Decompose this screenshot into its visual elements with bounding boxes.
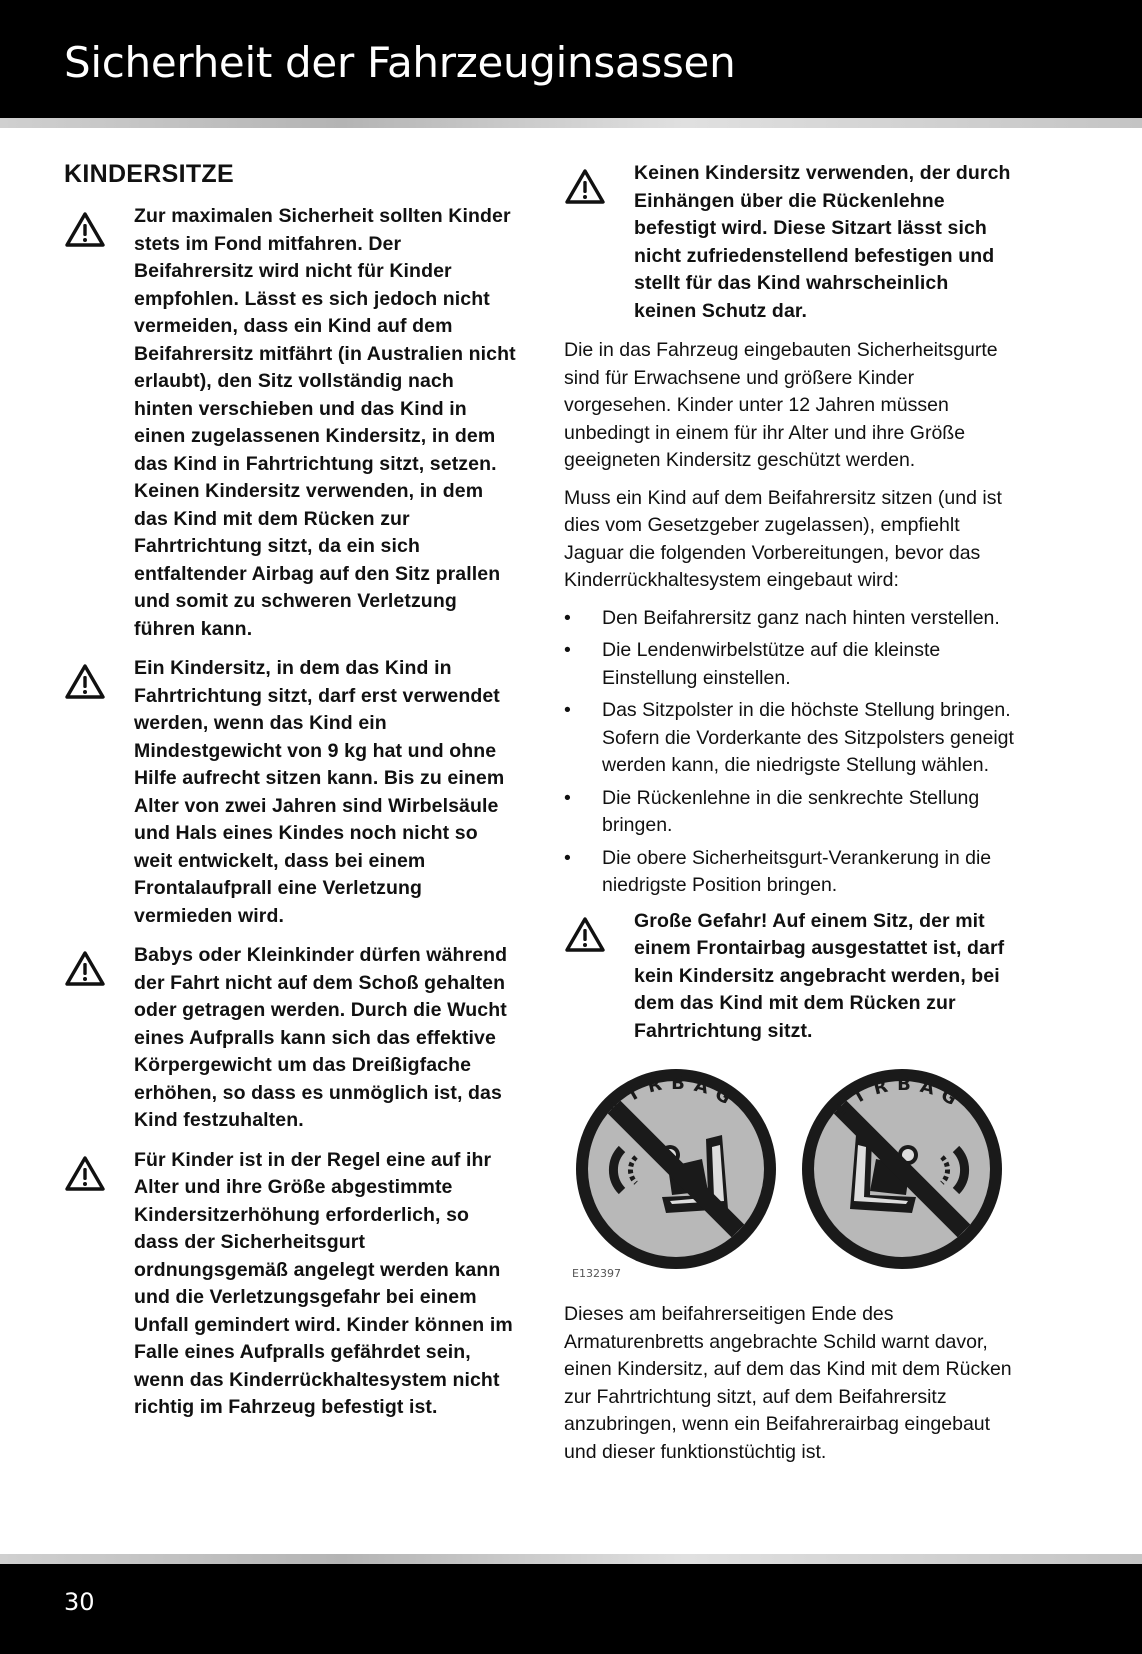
warning-triangle-icon [64, 203, 134, 249]
footer-divider [0, 1554, 1142, 1564]
warning-block [64, 655, 518, 930]
warning-triangle-icon [64, 655, 134, 701]
sign-letter: R [645, 1073, 664, 1098]
sign-letter: G [937, 1084, 961, 1111]
warning-text: Zur maximalen Sicherheit sollten Kinder stets im Fond mitfahren. Der Beifahrersitz wird nicht für Kinder empfohlen. Lässt es sich jedoch nicht vermeiden, dass ein Kind auf dem Beifahrersitz mitfährt (in Australien nicht erlaubt), den Sitz vollständig nach hinten verschieben und das Kind in einen zugelassenen Kindersitz, in dem das Kind in Fahrtrichtung sitzt, setzen. Keinen Kindersitz verwenden, in dem das Kind mit dem Rücken zur Fahrtrichtung sitzt, da ein sich entfaltender Airbag auf den Sitz prallen und somit zu schweren Verletzung führen kann. [134, 205, 516, 640]
section-heading: KINDERSITZE [64, 160, 234, 188]
warning-block [64, 942, 518, 1135]
list-item [564, 845, 1014, 900]
warning-triangle-icon [64, 942, 134, 988]
sign-letter: B [897, 1074, 911, 1095]
list-item-text: Die obere Sicherheitsgurt-Verankerung in die niedrigste Position bringen. [602, 846, 992, 896]
footer-bar [0, 1564, 1142, 1654]
sign-letter: A [829, 1098, 855, 1124]
list-item-text: Die Rückenlehne in die senkrechte Stellung bringen. [602, 786, 980, 836]
paragraph: Dieses am beifahrerseitigen Ende des Armaturenbretts angebrachte Schild warnt davor, einen Kindersitz, auf dem das Kind mit dem Rücken zur Fahrtrichtung sitzt, auf dem Beifahrersitz anzubringen, wenn ein Beifahrerairbag eingebaut und dieser funktionstüchtig ist. [564, 1303, 1012, 1463]
sign-letter: I [851, 1085, 868, 1108]
airbag-prohibition-icon [802, 1069, 1002, 1269]
bullet-glyph: • [564, 639, 571, 661]
warning-block [64, 203, 518, 643]
paragraph: Muss ein Kind auf dem Beifahrersitz sitzen (und ist dies vom Gesetzgeber zugelassen), empfiehlt Jaguar die folgenden Vorbereitungen, bevor das Kinderrückhaltesystem eingebaut wird: [564, 486, 1002, 591]
bullet-glyph: • [564, 786, 571, 809]
left-column [64, 160, 518, 1434]
sign-letter: I [625, 1083, 642, 1106]
warning-block [564, 160, 1014, 325]
warning-block [64, 1147, 518, 1422]
list-item [564, 637, 1014, 692]
list-item-text: Das Sitzpolster in die höchste Stellung bringen. Sofern die Vorderkante des Sitzpolsters geneigt werden kann, die niedrigste Stellung wählen. [602, 699, 1014, 776]
warning-text: Große Gefahr! Auf einem Sitz, der mit einem Frontairbag ausgestattet ist, darf kein Kindersitz angebracht werden, bei dem das Kind mit dem Rücken zur Fahrtrichtung sitzt. [634, 909, 1005, 1042]
warning-text: Keinen Kindersitz verwenden, der durch Einhängen über die Rückenlehne befestigt wird. Diese Sitzart lässt sich nicht zufriedenstellend befestigen und stellt für das Kind wahrscheinlich keinen Schutz dar. [634, 162, 1011, 322]
list-item-text: Den Beifahrersitz ganz nach hinten verstellen. [602, 606, 1000, 629]
sign-letter: B [671, 1073, 685, 1094]
sign-letter: A [692, 1074, 711, 1099]
airbag-warning-figure [564, 1057, 1014, 1287]
warning-triangle-icon [564, 160, 634, 206]
warning-triangle-icon [64, 1147, 134, 1193]
bullet-glyph: • [564, 699, 571, 721]
list-item [564, 697, 1014, 780]
list-item [564, 785, 1014, 840]
bullet-list [564, 605, 1014, 900]
airbag-prohibition-icon [576, 1069, 776, 1269]
sign-letter: G [711, 1083, 735, 1110]
header-bar [0, 0, 1142, 118]
warning-triangle-icon [564, 908, 634, 954]
list-item-text: Die Lendenwirbelstütze auf die kleinste Einstellung einstellen. [602, 639, 941, 689]
sign-letter: R [871, 1075, 890, 1100]
header-divider [0, 118, 1142, 128]
bullet-glyph: • [564, 846, 571, 869]
page-number: 30 [64, 1588, 95, 1616]
page-title: Sicherheit der Fahrzeuginsassen [64, 38, 736, 87]
warning-block [564, 908, 1014, 1046]
warning-text: Babys oder Kleinkinder dürfen während der Fahrt nicht auf dem Schoß gehalten oder getragen werden. Durch die Wucht eines Aufpralls kann sich das effektive Körpergewicht um das Dreißigfache erhöhen, so dass es unmöglich ist, das Kind festzuhalten. [134, 944, 508, 1131]
list-item [564, 605, 1014, 633]
bullet-glyph: • [564, 606, 571, 629]
figure-code: E132397 [572, 1267, 621, 1280]
warning-text: Für Kinder ist in der Regel eine auf ihr Alter und ihre Größe abgestimmte Kindersitzerhöhung erforderlich, so dass der Sicherheitsgurt ordnungsgemäß angelegt werden kann und die Verletzungsgefahr bei einem Unfall gemindert wird. Kinder können im Falle eines Aufpralls gefährdet sein, wenn das Kinderrückhaltesystem nicht richtig im Fahrzeug befestigt ist. [134, 1148, 513, 1418]
sign-letter: A [603, 1096, 629, 1122]
warning-text: Ein Kindersitz, in dem das Kind in Fahrtrichtung sitzt, darf erst verwendet werden, wenn das Kind ein Mindestgewicht von 9 kg hat und ohne Hilfe aufrecht sitzen kann. Bis zu einem Alter von zwei Jahren sind Wirbelsäule und Hals eines Kindes noch nicht so weit entwickelt, dass bei einem Frontalaufprall eine Verletzung vermieden wird. [134, 657, 505, 927]
paragraph: Die in das Fahrzeug eingebauten Sicherheitsgurte sind für Erwachsene und größere Kinder vorgesehen. Kinder unter 12 Jahren müssen unbedingt in einem für ihr Alter und ihre Größe geeigneten Kindersitz geschützt werden. [564, 339, 998, 471]
right-column [564, 160, 1014, 1476]
sign-letter: A [918, 1075, 937, 1100]
